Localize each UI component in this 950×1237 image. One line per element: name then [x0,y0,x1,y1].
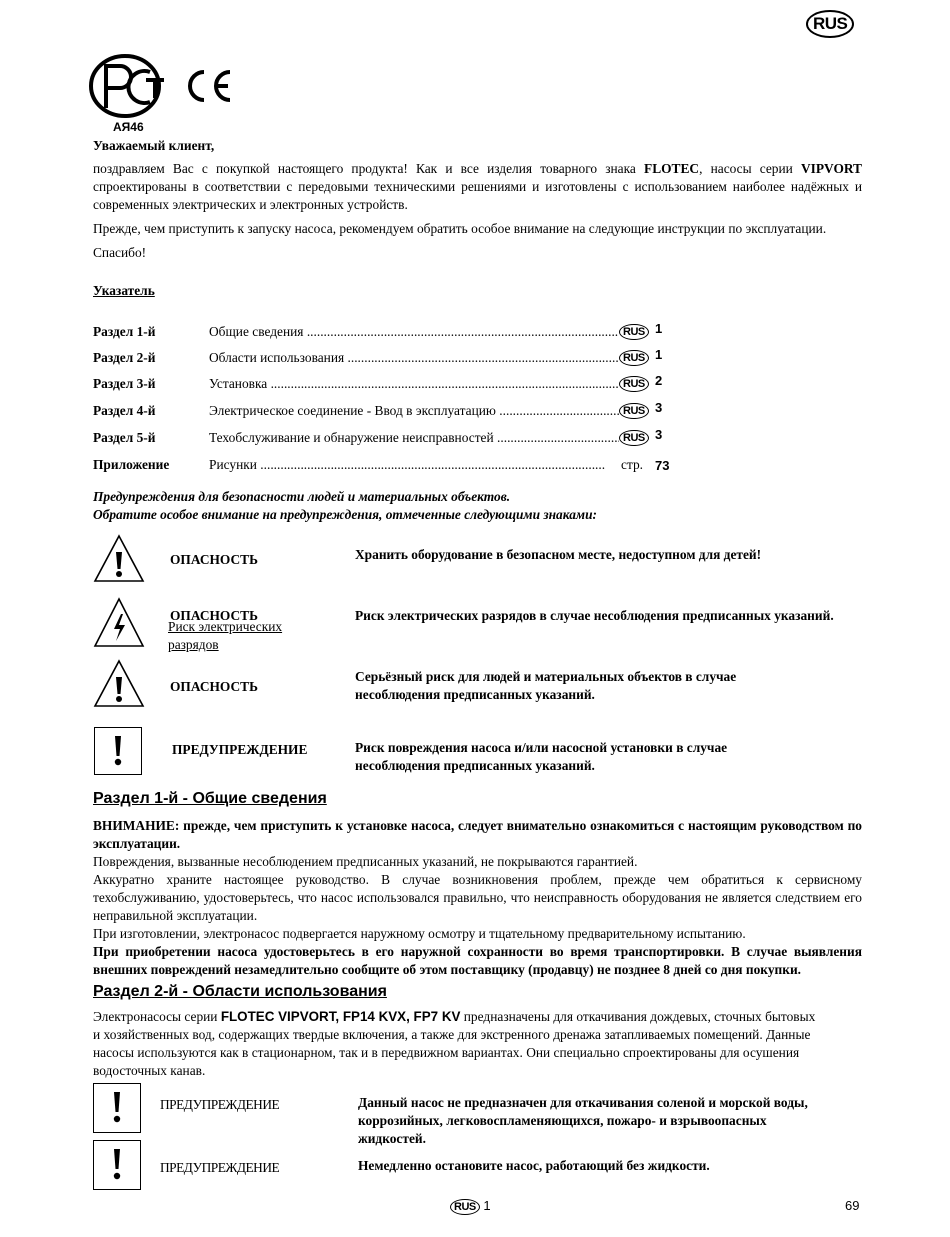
toc-row-appendix[interactable]: Приложение Рисунки ..... стр. 73 [93,457,673,477]
warning-label: ПРЕДУПРЕЖДЕНИЕ [160,1097,280,1112]
danger-triangle-icon [93,534,145,584]
language-badge: RUS [806,10,854,38]
warning-text: Серьёзный риск для людей и материальных объектов в случае несоблюдения предписанных указаний. [355,669,737,702]
safety-intro: Предупреждения для безопасности людей и материальных объектов. Обратите особое внимание на предупреждения, отмеченные следующими знаками: [93,489,597,522]
section-1-paragraph: При приобретении насоса удостоверьтесь в его наружной сохранности во время транспортировки. В случае выявления внешних повреждений незамедлительно сообщите об этом поставщику (продавцу) не позднее 8 дней со дня покупки. [93,944,862,977]
toc-heading: Указатель [93,283,155,298]
warning-label: ОПАСНОСТЬ [170,552,258,567]
intro-paragraph-1: поздравляем Вас с покупкой настоящего продукта! Как и все изделия товарного знака FLOTEC, насосы серии VIPVORT спроектированы в соответствии с передовыми техническими решениями и изготовлены с использованием наиболее надёжных и современных электрических и электронных устройств. [93,161,862,212]
toc-row[interactable]: Раздел 2-й Области использования ..... RUS 1 [93,350,673,370]
toc-row[interactable]: Раздел 1-й Общие сведения ..... RUS 1 [93,324,673,344]
danger-triangle-icon [93,659,145,709]
warning-text: Риск повреждения насоса и/или насосной установки в случае несоблюдения предписанных указаний. [355,740,728,773]
section-1-heading: Раздел 1-й - Общие сведения [93,790,327,807]
greeting: Уважаемый клиент, [93,138,215,153]
toc-row[interactable]: Раздел 4-й Электрическое соединение - Ввод в эксплуатацию ..... RUS 3 [93,403,673,423]
electric-hazard-icon [93,597,145,649]
attention-paragraph: ВНИМАНИЕ: прежде, чем приступить к установке насоса, следует внимательно ознакомиться с настоящим руководством по эксплуатации. [93,818,862,851]
toc-row[interactable]: Раздел 5-й Техобслуживание и обнаружение неисправностей ..... RUS 3 [93,430,673,450]
certification-logos [88,52,248,132]
rus-badge-icon: RUS [450,1199,480,1215]
warning-text: Данный насос не предназначен для откачивания соленой и морской воды, коррозийных, легковоспламеняющихся, пожаро- и взрывоопасных жидкостей. [358,1095,808,1146]
exclamation-box-icon [94,727,142,775]
warning-label: ПРЕДУПРЕЖДЕНИЕ [160,1160,280,1175]
warning-sublabel: Риск электрических разрядов [168,619,283,652]
section-1-paragraph: Аккуратно храните настоящее руководство. В случае возникновения проблем, прежде чем обратиться к сервисному техобслуживанию, удостоверьтесь, что насос использовался правильно, что неисправность оборудования не является следствием его неправильной эксплуатации. [93,872,862,923]
section-1-paragraph: Повреждения, вызванные несоблюдением предписанных указаний, не покрываются гарантией. [93,854,638,869]
rus-badge-icon: RUS [619,350,649,366]
section-2-heading: Раздел 2-й - Области использования [93,983,387,1000]
section-1-paragraph: При изготовлении, электронасос подвергается наружному осмотру и тщательному предварительному испытанию. [93,926,746,941]
footer-local-page: RUS 1 [450,1198,491,1215]
rus-badge-icon: RUS [619,324,649,340]
gost-code: АЯ46 [113,120,144,134]
rus-badge-icon: RUS [619,430,649,446]
section-2-paragraph: Электронасосы серии FLOTEC VIPVORT, FP14 KVX, FP7 KV предназначены для откачивания дождевых, сточных бытовых и хозяйственных вод, содержащих твердые включения, а также для экстренного дренажа затапливаемых помещений. Данные насосы используются как в стационарном, так и в передвижном вариантах. Они специально спроектированы для осушения водосточных канав. [93,1009,816,1078]
page-number: 69 [845,1198,860,1213]
exclamation-box-icon [93,1140,141,1190]
toc-row[interactable]: Раздел 3-й Установка ..... RUS 2 [93,376,673,396]
rus-badge-icon: RUS [619,403,649,419]
warning-label: ОПАСНОСТЬ [170,608,258,623]
thanks: Спасибо! [93,245,147,260]
warning-text: Хранить оборудование в безопасном месте, недоступном для детей! [355,547,762,562]
intro-paragraph-2: Прежде, чем приступить к запуску насоса, рекомендуем обратить особое внимание на следующие инструкции по эксплуатации. [93,221,827,236]
gost-logo-icon [88,52,248,122]
rus-badge-icon: RUS [619,376,649,392]
warning-text: Риск электрических разрядов в случае несоблюдения предписанных указаний. [355,608,834,623]
intro [93,160,862,262]
section-2-body [93,1008,823,1080]
warning-text: Немедленно остановите насос, работающий без жидкости. [358,1158,710,1173]
exclamation-box-icon [93,1083,141,1133]
warning-label: ОПАСНОСТЬ [170,679,258,694]
section-1-body [93,817,862,979]
warning-label: ПРЕДУПРЕЖДЕНИЕ [172,742,308,757]
